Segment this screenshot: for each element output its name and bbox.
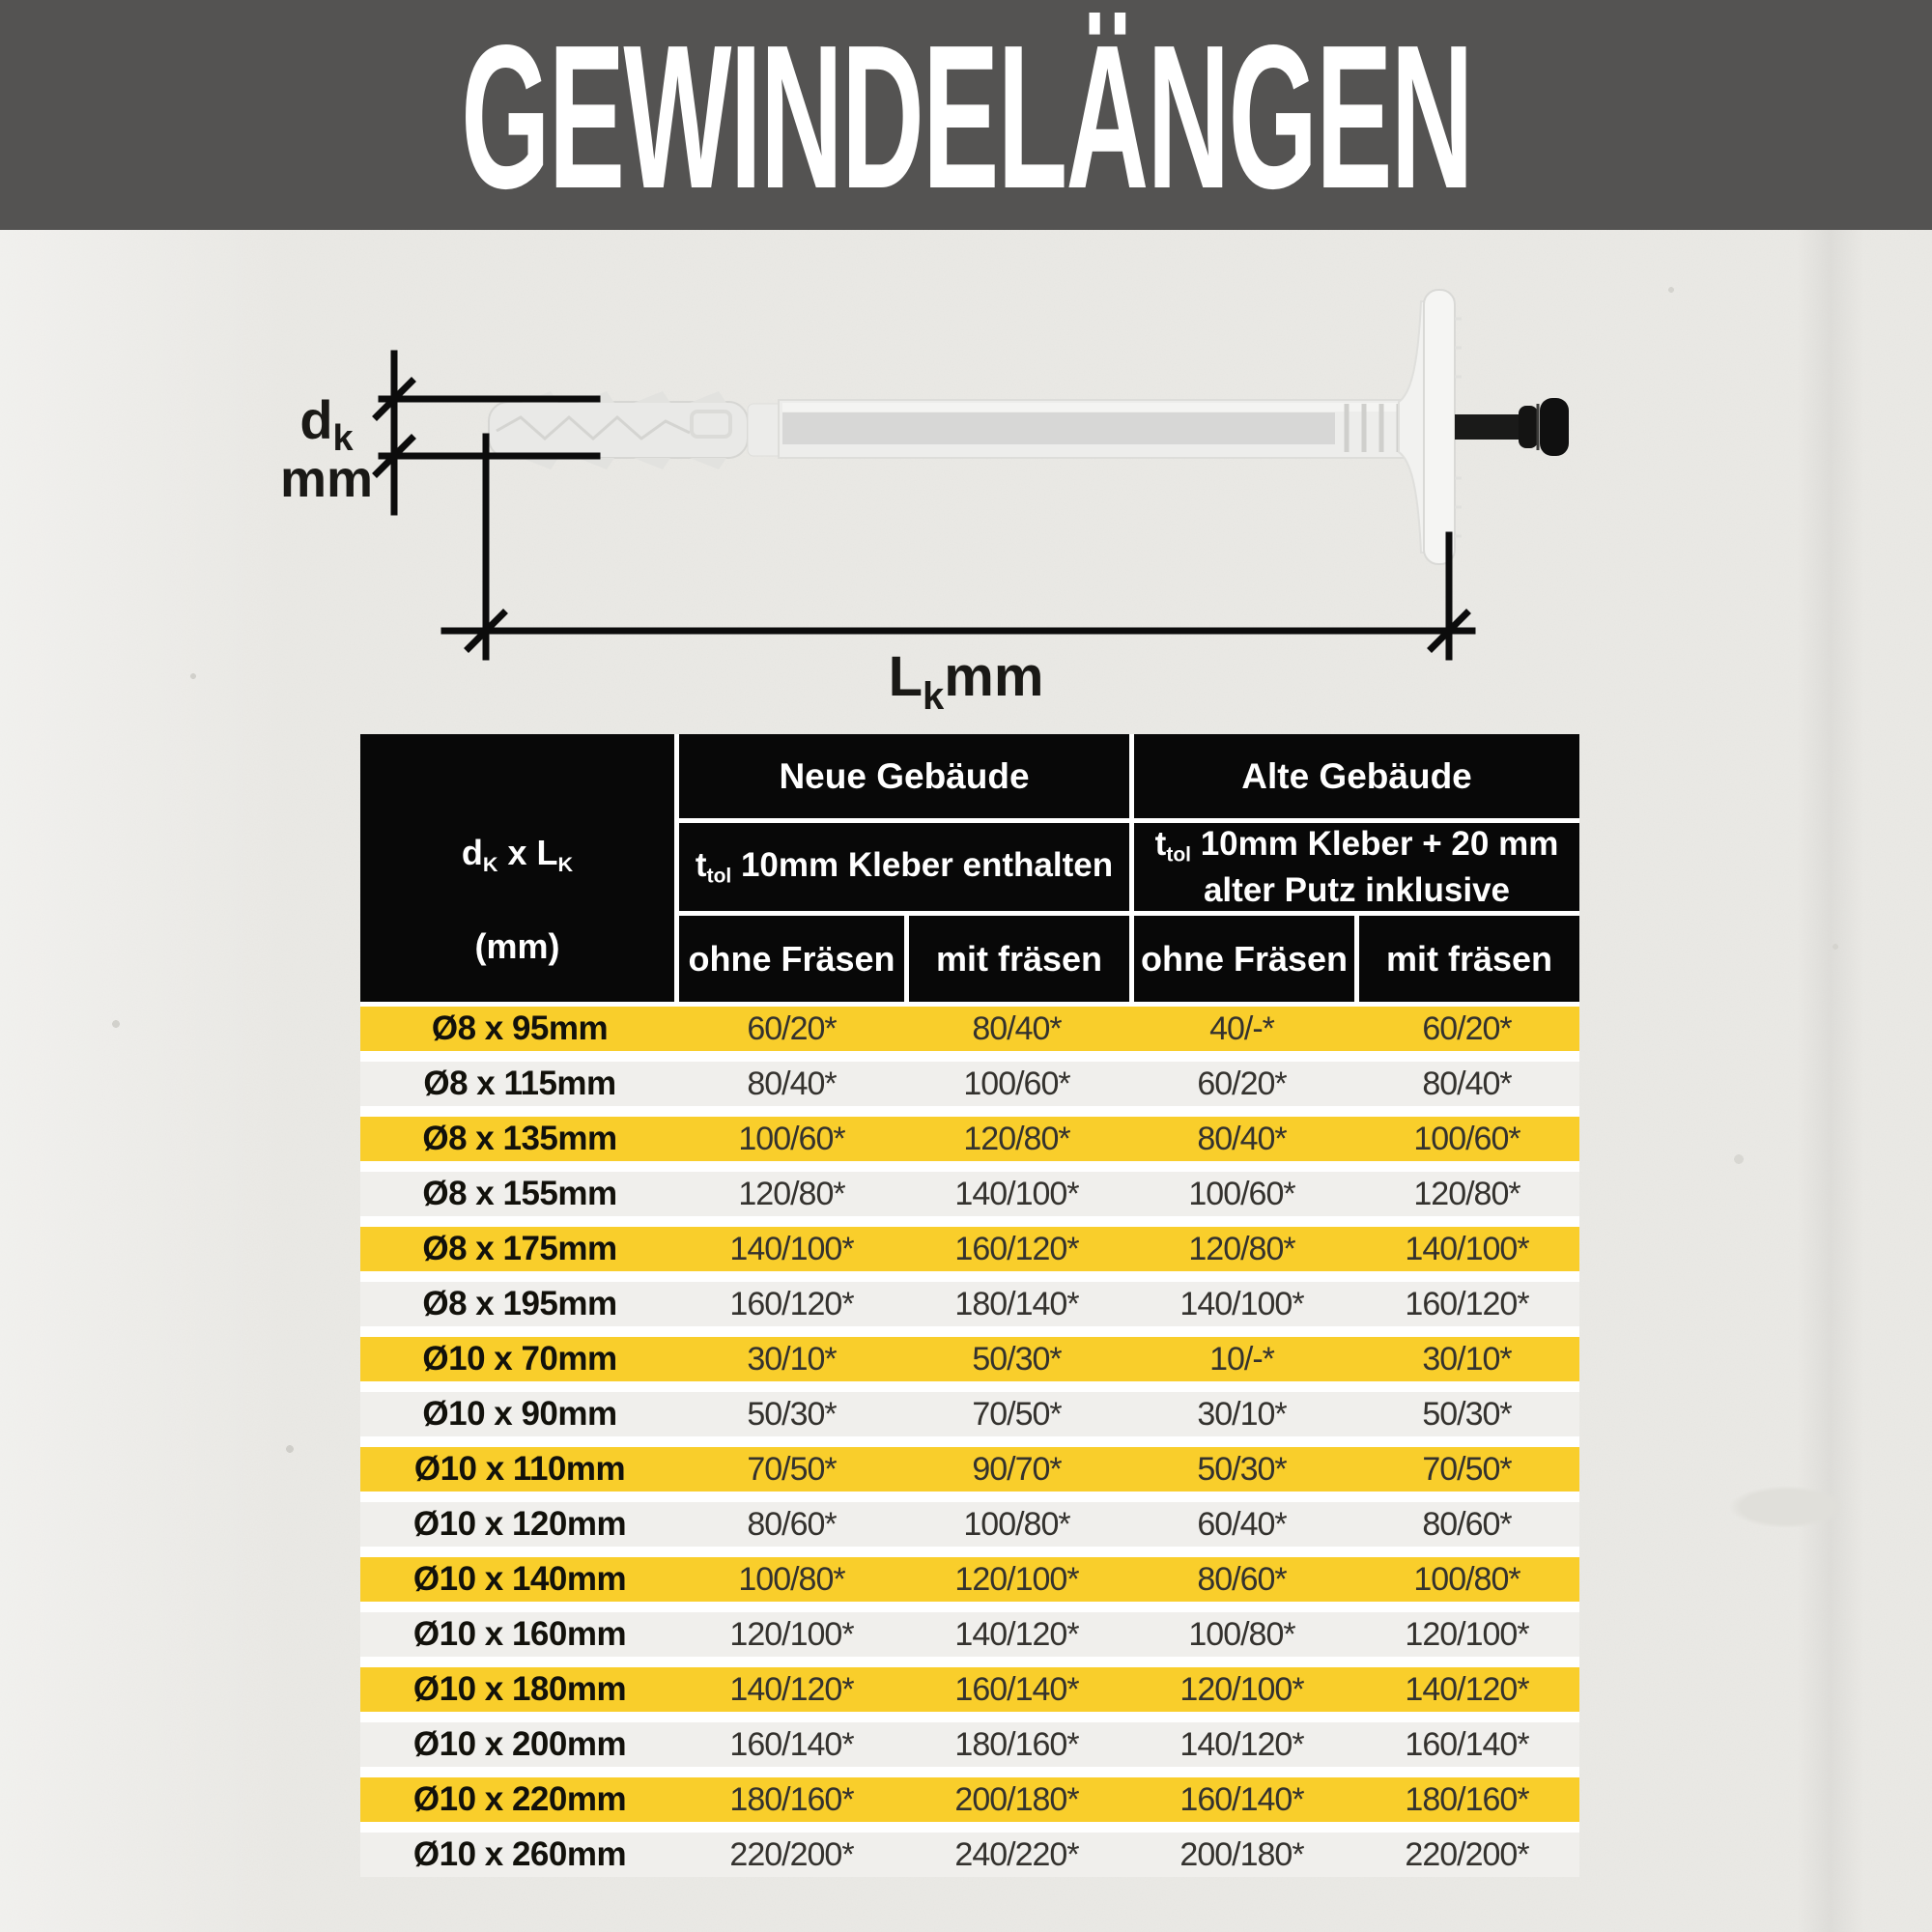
alte-mit-fraesen-cell: 80/60*	[1422, 1505, 1512, 1543]
size-cell: Ø10 x 260mm	[412, 1835, 627, 1873]
table-row	[360, 1502, 1579, 1547]
header-subtitle-alte: $t_{tol}$ 10mm Kleber + 20 mm alter Putz inklusive	[1129, 823, 1579, 916]
dk-dimension-unit: mm	[279, 450, 374, 508]
alte-mit-fraesen-cell: 120/100*	[1405, 1615, 1529, 1653]
size-cell: Ø10 x 110mm	[413, 1450, 626, 1488]
neue-mit-fraesen-cell: 200/180*	[954, 1780, 1079, 1818]
lk-dimension-label: $L_kmm$	[888, 645, 1044, 718]
neue-mit-fraesen-cell: 100/80*	[963, 1505, 1070, 1543]
size-cell: Ø8 x 95mm	[431, 1009, 609, 1047]
neue-ohne-fraesen-cell: 100/80*	[738, 1560, 845, 1598]
neue-mit-fraesen-cell: 160/140*	[954, 1670, 1079, 1708]
neue-ohne-fraesen-cell: 140/100*	[729, 1230, 854, 1267]
spec-table	[360, 734, 1579, 1877]
alte-ohne-fraesen-cell: 140/120*	[1179, 1725, 1304, 1763]
table-row	[360, 1833, 1579, 1877]
alte-mit-fraesen-cell: 60/20*	[1422, 1009, 1512, 1047]
table-row	[360, 1227, 1579, 1271]
alte-ohne-fraesen-cell: 80/60*	[1197, 1560, 1287, 1598]
size-cell: Ø10 x 70mm	[422, 1340, 617, 1378]
dowel-illustration	[489, 290, 1569, 564]
alte-ohne-fraesen-cell: 10/-*	[1209, 1340, 1274, 1378]
neue-mit-fraesen-cell: 140/100*	[954, 1175, 1079, 1212]
table-row	[360, 1557, 1579, 1602]
dowel-collar	[748, 404, 782, 456]
neue-mit-fraesen-cell: 120/80*	[963, 1120, 1070, 1157]
alte-ohne-fraesen-cell: 80/40*	[1197, 1120, 1287, 1157]
size-cell: Ø10 x 180mm	[412, 1670, 627, 1708]
neue-mit-fraesen-cell: 90/70*	[972, 1450, 1062, 1488]
table-row	[360, 1172, 1579, 1216]
neue-mit-fraesen-cell: 160/120*	[954, 1230, 1079, 1267]
alte-mit-fraesen-cell: 70/50*	[1422, 1450, 1512, 1488]
alte-ohne-fraesen-cell: 50/30*	[1197, 1450, 1287, 1488]
table-row	[360, 1612, 1579, 1657]
alte-mit-fraesen-cell: 220/200*	[1405, 1835, 1529, 1873]
size-cell: Ø8 x 115mm	[423, 1065, 616, 1102]
alte-mit-fraesen-cell: 120/80*	[1413, 1175, 1520, 1212]
neue-ohne-fraesen-cell: 180/160*	[729, 1780, 854, 1818]
alte-mit-fraesen-cell: 160/140*	[1405, 1725, 1529, 1763]
neue-mit-fraesen-cell: 120/100*	[954, 1560, 1079, 1598]
alte-mit-fraesen-cell: 140/120*	[1405, 1670, 1529, 1708]
size-cell: Ø8 x 155mm	[422, 1175, 617, 1212]
header-col-neue-ohne-fraesen: ohne Fräsen	[679, 916, 904, 1002]
alte-ohne-fraesen-cell: 100/80*	[1188, 1615, 1295, 1653]
neue-ohne-fraesen-cell: 80/60*	[747, 1505, 837, 1543]
header-col-alte-mit-fraesen: mit fräsen	[1354, 916, 1579, 1002]
header-group-alte-gebaeude: Alte Gebäude	[1129, 734, 1579, 823]
table-row	[360, 1007, 1579, 1051]
dowel-pin	[1455, 398, 1569, 456]
header-subtitle-neue: $t_{tol}$ 10mm Kleber enthalten	[679, 823, 1129, 916]
neue-ohne-fraesen-cell: 50/30*	[747, 1395, 837, 1433]
header-col-alte-ohne-fraesen: ohne Fräsen	[1129, 916, 1354, 1002]
alte-ohne-fraesen-cell: 200/180*	[1179, 1835, 1304, 1873]
neue-ohne-fraesen-cell: 60/20*	[747, 1009, 837, 1047]
header-col-neue-mit-fraesen: mit fräsen	[904, 916, 1129, 1002]
size-cell: Ø10 x 140mm	[412, 1560, 627, 1598]
alte-ohne-fraesen-cell: 60/20*	[1197, 1065, 1287, 1102]
size-cell: Ø8 x 135mm	[422, 1120, 617, 1157]
size-cell: Ø10 x 90mm	[422, 1395, 617, 1433]
table-row	[360, 1117, 1579, 1161]
neue-mit-fraesen-cell: 50/30*	[972, 1340, 1062, 1378]
neue-ohne-fraesen-cell: 220/200*	[729, 1835, 854, 1873]
neue-mit-fraesen-cell: 70/50*	[972, 1395, 1062, 1433]
neue-ohne-fraesen-cell: 160/120*	[729, 1285, 854, 1322]
alte-ohne-fraesen-cell: 40/-*	[1209, 1009, 1274, 1047]
neue-mit-fraesen-cell: 100/60*	[963, 1065, 1070, 1102]
dowel-disc	[1399, 290, 1462, 564]
alte-ohne-fraesen-cell: 100/60*	[1188, 1175, 1295, 1212]
table-row	[360, 1447, 1579, 1492]
neue-ohne-fraesen-cell: 120/100*	[729, 1615, 854, 1653]
neue-mit-fraesen-cell: 80/40*	[972, 1009, 1062, 1047]
table-row	[360, 1392, 1579, 1436]
dimension-formula: $d_K$ x $L_K$	[461, 832, 574, 876]
table-body	[360, 1002, 1579, 1877]
neue-mit-fraesen-cell: 180/140*	[954, 1285, 1079, 1322]
neue-ohne-fraesen-cell: 100/60*	[738, 1120, 845, 1157]
alte-ohne-fraesen-cell: 30/10*	[1197, 1395, 1287, 1433]
dimension-unit: (mm)	[474, 926, 560, 967]
alte-ohne-fraesen-cell: 120/80*	[1188, 1230, 1295, 1267]
alte-mit-fraesen-cell: 100/80*	[1413, 1560, 1520, 1598]
header-dimension-cell	[360, 734, 679, 1002]
neue-ohne-fraesen-cell: 160/140*	[729, 1725, 854, 1763]
alte-mit-fraesen-cell: 140/100*	[1405, 1230, 1529, 1267]
size-cell: Ø10 x 160mm	[412, 1615, 627, 1653]
alte-mit-fraesen-cell: 180/160*	[1405, 1780, 1529, 1818]
alte-ohne-fraesen-cell: 160/140*	[1179, 1780, 1304, 1818]
neue-ohne-fraesen-cell: 30/10*	[747, 1340, 837, 1378]
title-banner	[0, 0, 1932, 230]
size-cell: Ø8 x 195mm	[422, 1285, 617, 1322]
alte-mit-fraesen-cell: 100/60*	[1413, 1120, 1520, 1157]
size-cell: Ø10 x 200mm	[412, 1725, 627, 1763]
table-row	[360, 1722, 1579, 1767]
lk-dimension	[444, 437, 1472, 657]
dowel-diagram	[0, 232, 1932, 734]
table-row	[360, 1667, 1579, 1712]
header-group-neue-gebaeude: Neue Gebäude	[679, 734, 1129, 823]
alte-mit-fraesen-cell: 80/40*	[1422, 1065, 1512, 1102]
neue-ohne-fraesen-cell: 80/40*	[747, 1065, 837, 1102]
table-header	[360, 734, 1579, 1002]
table-row	[360, 1062, 1579, 1106]
page-title: GEWINDELÄNGEN	[460, 2, 1472, 231]
dowel-shaft	[779, 400, 1416, 458]
table-row	[360, 1777, 1579, 1822]
neue-mit-fraesen-cell: 240/220*	[954, 1835, 1079, 1873]
size-cell: Ø10 x 220mm	[412, 1780, 627, 1818]
alte-mit-fraesen-cell: 30/10*	[1422, 1340, 1512, 1378]
neue-mit-fraesen-cell: 140/120*	[954, 1615, 1079, 1653]
neue-ohne-fraesen-cell: 120/80*	[738, 1175, 845, 1212]
alte-mit-fraesen-cell: 50/30*	[1422, 1395, 1512, 1433]
alte-ohne-fraesen-cell: 140/100*	[1179, 1285, 1304, 1322]
neue-mit-fraesen-cell: 180/160*	[954, 1725, 1079, 1763]
dk-dimension-label: $d_k$	[299, 389, 354, 459]
table-row	[360, 1282, 1579, 1326]
size-cell: Ø10 x 120mm	[412, 1505, 627, 1543]
neue-ohne-fraesen-cell: 140/120*	[729, 1670, 854, 1708]
size-cell: Ø8 x 175mm	[422, 1230, 617, 1267]
alte-ohne-fraesen-cell: 60/40*	[1197, 1505, 1287, 1543]
alte-ohne-fraesen-cell: 120/100*	[1179, 1670, 1304, 1708]
table-row	[360, 1337, 1579, 1381]
neue-ohne-fraesen-cell: 70/50*	[747, 1450, 837, 1488]
alte-mit-fraesen-cell: 160/120*	[1405, 1285, 1529, 1322]
